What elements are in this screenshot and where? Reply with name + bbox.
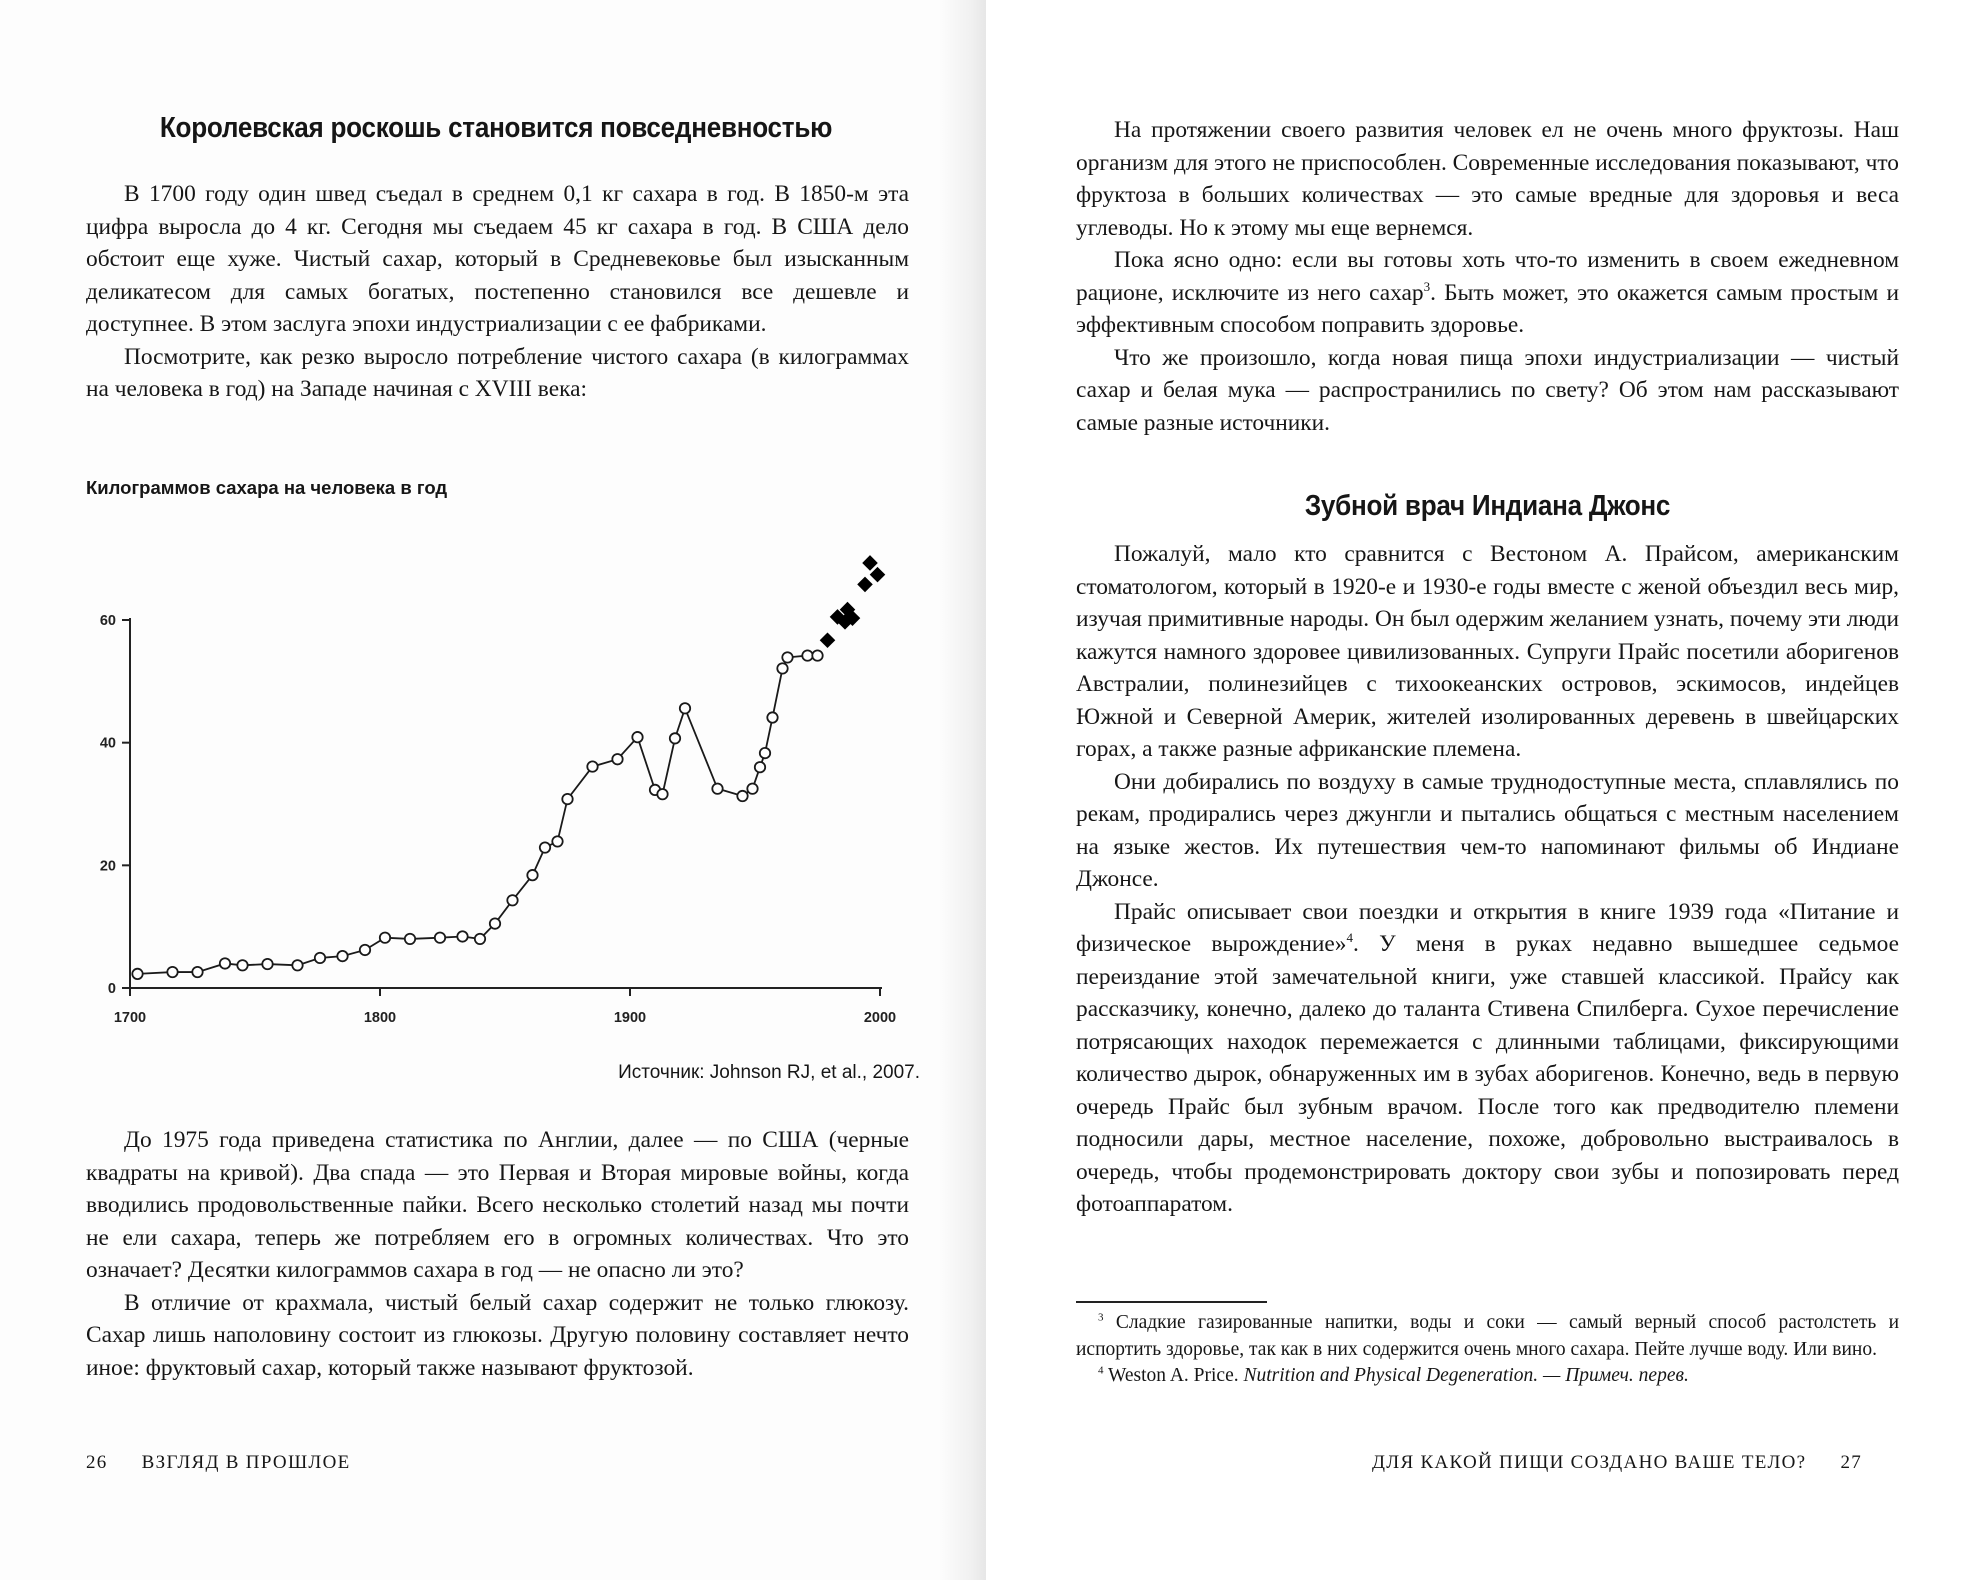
footnote-3: $^3$ Сладкие газированные напитки, воды и соки — самый верный способ растолстеть и испортить здоровье, так как в них содержится очень много сахара. Пейте лучше воду. Или вино. — [1076, 1311, 1900, 1360]
page-number: 26 — [86, 1452, 108, 1473]
sugar-consumption-chart — [60, 540, 940, 1040]
data-point-england — [632, 732, 642, 742]
footnote-rule — [1076, 1301, 1267, 1303]
data-point-england — [220, 958, 230, 968]
data-point-england — [760, 748, 770, 758]
data-point-usa — [820, 632, 836, 648]
data-point-england — [612, 754, 622, 764]
data-point-england — [475, 934, 485, 944]
paragraph: До 1975 года приведена статистика по Англии, далее — по США (черные квадраты на кривой). Два спада — это Первая и Вторая мировые войны, когда вводились продовольственные пайки. Всего несколько столетий назад мы почти не ели сахара, теперь же потребляем его в огромных количествах. Что это означает? Десятки килограммов сахара в год — не опасно ли это? — [86, 1127, 909, 1283]
data-point-england — [527, 870, 537, 880]
x-tick-label: 1800 — [363, 1010, 397, 1026]
paragraph: В отличие от крахмала, чистый белый сахар содержит не только глюкозу. Сахар лишь наполовину состоит из глюкозы. Другую половину составляет нечто иное: фруктовый сахар, который также называют фруктозой. — [86, 1289, 909, 1381]
left-text-top — [86, 178, 909, 406]
data-point-england — [777, 663, 787, 673]
left-text-bottom — [86, 1124, 909, 1384]
x-tick-label: 1900 — [613, 1010, 647, 1026]
left-page-footer — [86, 1452, 351, 1474]
data-point-england — [782, 652, 792, 662]
paragraph: Пока ясно одно: если вы готовы хоть что-то изменить в своем ежедневном рационе, исключите из него сахар$^3$. Быть может, это окажется самым простым и эффективным способом поправить здоровье. — [1076, 247, 1899, 338]
right-page-footer — [1372, 1452, 1862, 1474]
series-line-england — [138, 656, 818, 974]
y-tick-label: 60 — [99, 613, 116, 629]
data-point-england — [587, 761, 597, 771]
y-tick-label: 20 — [99, 858, 116, 875]
paragraph: Пожалуй, мало кто сравнится с Вестоном А. Прайсом, американским стоматологом, который в 1920-е и 1930-е годы вместе с женой объездил весь мир, изучая примитивные народы. Он был одержим желанием узнать, почему эти люди кажутся намного здоровее цивилизованных. Супруги Прайс посетили аборигенов Австралии, полинезийцев с тихоокеанских островов, эскимосов, индейцев Южной и Северной Америк, жителей изолированных деревень в швейцарских горах, а также разные африканские племена. — [1076, 541, 1899, 762]
right-page — [986, 0, 1972, 1580]
data-point-england — [192, 967, 202, 977]
data-point-england — [457, 931, 467, 941]
data-point-england — [670, 733, 680, 743]
paragraph: На протяжении своего развития человек ел не очень много фруктозы. Наш организм для этого не приспособлен. Современные исследования показывают, что фруктоза в больших количествах — это самые вредные для здоровья и веса углеводы. Но к этому мы еще вернемся. — [1076, 117, 1899, 241]
chart-source: Источник: Johnson RJ, et al., 2007. — [618, 1062, 920, 1083]
right-text-main — [1076, 538, 1899, 1221]
data-point-england — [315, 953, 325, 963]
paragraph: Посмотрите, как резко выросло потребление чистого сахара (в килограммах на человека в год) на Западе начиная с XVIII века: — [86, 343, 909, 402]
data-point-usa — [862, 555, 878, 571]
paragraph: Что же произошло, когда новая пища эпохи индустриализации — чистый сахар и белая мука — распространились по свету? Об этом нам рассказывают самые разные источники. — [1076, 344, 1899, 436]
data-point-england — [755, 762, 765, 772]
paragraph: В 1700 году один швед съедал в среднем 0,1 кг сахара в год. В 1850-м эта цифра выросла до 4 кг. Сегодня мы съедаем 45 кг сахара в год. В США дело обстоит еще хуже. Чистый сахар, который в Средневековье был изысканным деликатесом для самых богатых, постепенно становился все дешевле и доступнее. В этом заслуга эпохи индустриализации с ее фабриками. — [86, 181, 909, 337]
data-point-england — [435, 933, 445, 943]
gutter-shadow — [938, 0, 986, 1580]
page-number: 27 — [1840, 1452, 1863, 1473]
running-title: ВЗГЛЯД В ПРОШЛОЕ — [141, 1452, 351, 1473]
section-heading-royal-luxury: Королевская роскошь становится повседневностью — [159, 112, 833, 144]
y-tick-label: 40 — [99, 735, 116, 752]
paragraph: Они добирались по воздуху в самые труднодоступные места, сплавлялись по рекам, продирались через джунгли и пытались общаться с местным населением на языке жестов. Их путешествия чем-то напоминают фильмы об Индиане Джонсе. — [1076, 768, 1899, 892]
paragraph: Прайс описывает свои поездки и открытия в книге 1939 года «Питание и физическое вырождение»$^4$. У меня в руках недавно вышедшее седьмое переиздание этой замечательной книги, уже ставшей классикой. Прайсу как рассказчику, конечно, далеко до таланта Стивена Спилберга. Сухое перечисление потрясающих находок перемежается с длинными таблицами, фиксирующими количество дырок, обнаруженных им в зубах аборигенов. Конечно, ведь в первую очередь Прайс был зубным врачом. После того как предводителю племени подносили дары, местное население, похоже, добровольно выстраивалось в очередь, чтобы продемонстрировать доктору свои зубы и попозировать перед фотоаппаратом. — [1076, 898, 1899, 1217]
footnotes — [1076, 1310, 1899, 1390]
data-point-england — [812, 650, 822, 660]
data-point-england — [737, 791, 747, 801]
data-point-england — [167, 967, 177, 977]
data-point-england — [132, 969, 142, 979]
x-tick-label: 2000 — [863, 1010, 897, 1026]
x-tick-label: 1700 — [113, 1010, 147, 1026]
data-point-england — [507, 895, 517, 905]
data-point-england — [712, 783, 722, 793]
running-title: ДЛЯ КАКОЙ ПИЩИ СОЗДАНО ВАШЕ ТЕЛО? — [1372, 1452, 1807, 1473]
chart-title: Килограммов сахара на человека в год — [86, 477, 448, 498]
data-point-england — [337, 951, 347, 961]
data-point-england — [657, 789, 667, 799]
data-point-usa — [857, 577, 873, 593]
data-point-england — [490, 918, 500, 928]
data-point-england — [680, 703, 690, 713]
section-heading-dentist: Зубной врач Индиана Джонс — [1304, 490, 1671, 522]
data-point-england — [405, 934, 415, 944]
data-point-england — [262, 959, 272, 969]
data-point-england — [552, 836, 562, 846]
right-text-top — [1076, 114, 1899, 439]
footnote-ref: 4 — [1346, 930, 1353, 946]
data-point-england — [802, 650, 812, 660]
data-point-england — [380, 933, 390, 943]
y-tick-label: 0 — [107, 981, 116, 997]
data-point-england — [767, 712, 777, 722]
data-point-england — [562, 794, 572, 804]
data-point-england — [540, 842, 550, 852]
data-point-usa — [870, 567, 886, 583]
data-point-england — [360, 945, 370, 955]
footnote-ref: 3 — [1423, 278, 1431, 294]
data-point-england — [237, 960, 247, 970]
data-point-england — [292, 960, 302, 970]
data-point-england — [747, 783, 757, 793]
footnote-4: $^4$ Weston A. Price. Nutrition and Physical Degeneration. — Примеч. перев. — [1098, 1364, 1689, 1386]
